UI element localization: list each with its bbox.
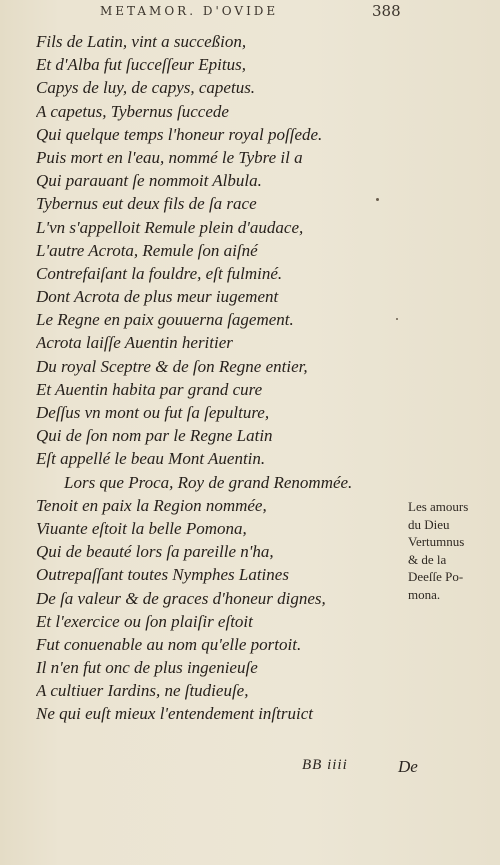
marginal-note-line: Vertumnus — [408, 534, 465, 549]
verse-line: Tenoit en paix la Region nommée, — [36, 495, 267, 515]
verse-line: L'autre Acrota, Remule ſon aiſné — [36, 240, 258, 260]
verse-line: Qui parauant ſe nommoit Albula. — [36, 171, 262, 191]
verse-body — [36, 30, 416, 726]
verse-line: Tybernus eut deux fils de ſa race — [36, 194, 257, 214]
verse-line: Et Auentin habita par grand cure — [36, 379, 263, 399]
verse-line: Dont Acrota de plus meur iugement — [36, 287, 279, 307]
verse-line: Qui de beauté lors ſa pareille n'ha, — [36, 542, 274, 562]
verse-line: Deſſus vn mont ou fut ſa ſepulture, — [36, 403, 270, 422]
verse-line: Contrefaiſant la fouldre, eſt fulminé. — [36, 263, 283, 283]
verse-line: Lors que Proca, Roy de grand Renommée. — [64, 472, 353, 492]
page-number: 388 — [372, 2, 401, 20]
catchword: De — [398, 757, 418, 776]
ink-speck — [376, 198, 379, 201]
marginal-note-line: Les amours — [408, 499, 469, 514]
verse-line: Fils de Latin, vint a succeßion, — [36, 32, 247, 51]
verse-line: A capetus, Tybernus ſuccede — [36, 101, 229, 121]
verse-line: Ne qui euſt mieux l'entendement inſtruict — [36, 704, 313, 724]
marginal-note-line: Deeſſe Po- — [408, 569, 464, 584]
verse-line: Le Regne en paix gouuerna ſagement. — [36, 310, 294, 330]
verse-line: L'vn s'appelloit Remule plein d'audace, — [36, 217, 304, 237]
verse-line: Outrepaſſant toutes Nymphes Latines — [36, 565, 289, 585]
verse-line: Qui quelque temps l'honeur royal poſſede. — [36, 124, 323, 144]
running-head: METAMOR. D'OVIDE — [100, 4, 279, 18]
marginal-note-line: & de la — [408, 551, 447, 567]
verse-line: Puis mort en l'eau, nommé le Tybre il a — [36, 147, 303, 167]
verse-line: Du royal Sceptre & de ſon Regne entier, — [36, 356, 308, 376]
verse-line: Eſt appellé le beau Mont Auentin. — [36, 449, 266, 469]
signature-mark: BB iiii — [302, 757, 348, 773]
marginal-note-line: du Dieu — [408, 516, 450, 532]
verse-line: Et d'Alba fut ſucceſſeur Epitus, — [36, 55, 246, 75]
ink-speck — [396, 318, 398, 320]
verse-line: Et l'exercice ou ſon plaiſir eſtoit — [36, 611, 253, 631]
marginal-note-line: mona. — [408, 586, 441, 602]
verse-line: A cultiuer Iardins, ne ſtudieuſe, — [36, 681, 249, 701]
verse-line: Il n'en fut onc de plus ingenieuſe — [36, 658, 258, 678]
verse-line: Fut conuenable au nom qu'elle portoit. — [36, 634, 302, 654]
verse-line: Viuante eſtoit la belle Pomona, — [36, 518, 247, 538]
verse-line: De ſa valeur & de graces d'honeur dignes, — [36, 588, 326, 608]
verse-line: Capys de luy, de capys, capetus. — [36, 78, 256, 98]
verse-line: Qui de ſon nom par le Regne Latin — [36, 426, 273, 446]
verse-line: Acrota laiſſe Auentin heritier — [36, 333, 233, 353]
marginal-note — [408, 498, 494, 603]
